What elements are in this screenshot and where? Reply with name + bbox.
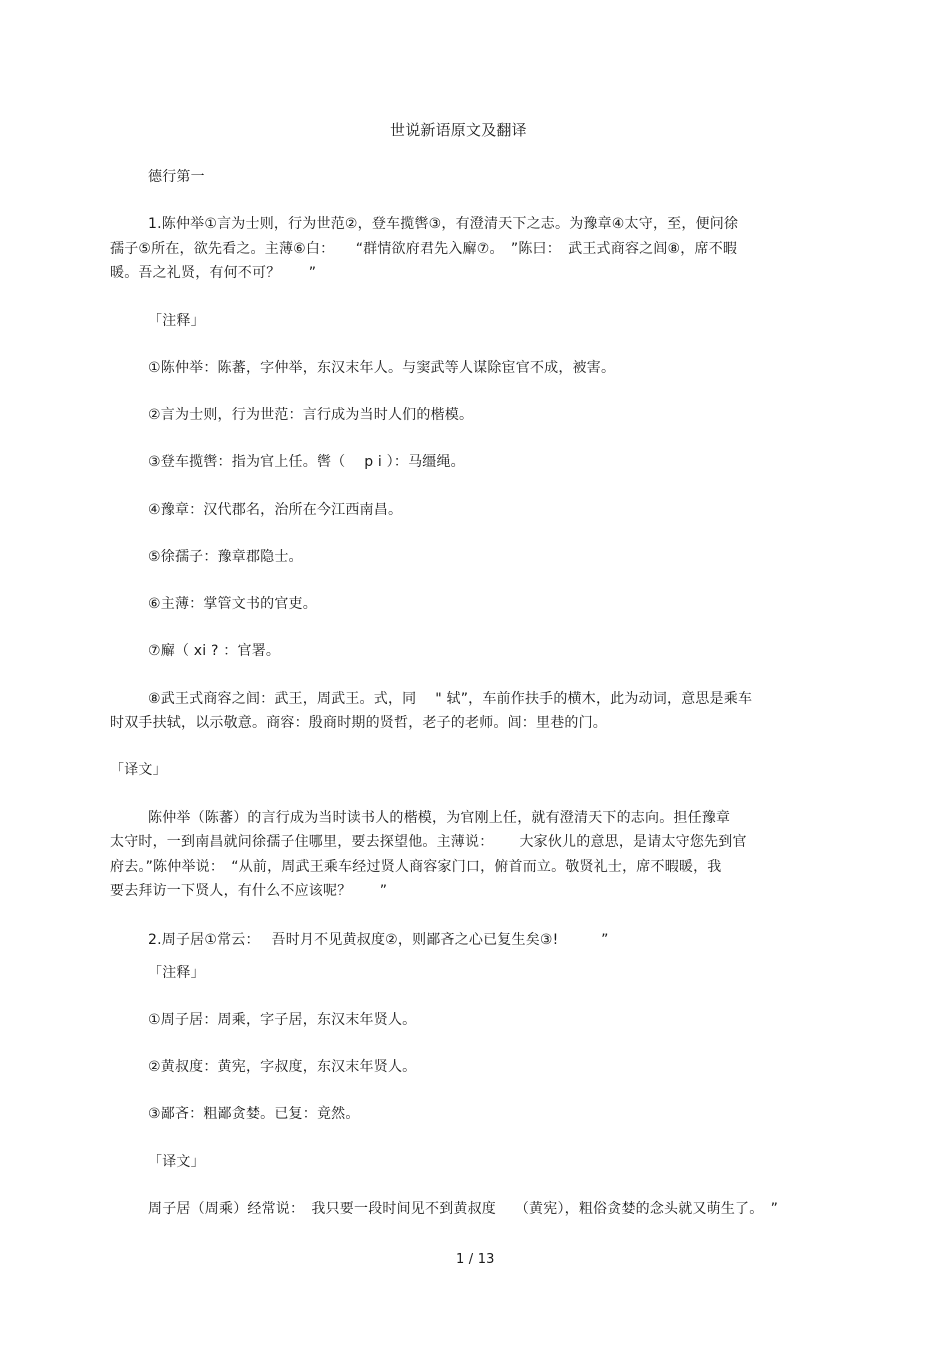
entry1-note-1: ①陈仲举：陈蕃，字仲举，东汉末年人。与窦武等人谋除宦官不成，被害。 [148, 360, 616, 376]
entry2-note-2: ②黄叔度：黄宪，字叔度，东汉末年贤人。 [148, 1059, 417, 1075]
entry1-note-3: ③登车揽辔：指为官上任。辔（ p i ）：马缰绳。 [148, 454, 465, 470]
entry1-note-8-line-1: ⑧武王式商容之闾：武王，周武王。式，同 " 轼”，车前作扶手的横木，此为动词，意思是乘车 [148, 691, 753, 707]
entry1-line-1: 1.陈仲举①言为士则，行为世范②，登车揽辔③，有澄清天下之志。为豫章④太守，至，便问徐 [148, 216, 739, 232]
entry2-note-3: ③鄙吝：粗鄙贪婪。已复：竟然。 [148, 1106, 360, 1122]
entry2-notes-heading: 「注释」 [148, 965, 205, 981]
entry1-translation-line-2: 太守时，一到南昌就问徐孺子住哪里，要去探望他。主薄说： 大家伙儿的意思，是请太守您先到官 [110, 834, 747, 850]
entry1-translation-line-3: 府去。”陈仲举说： “从前，周武王乘车经过贤人商容家门口，俯首而立。敬贤礼士，席不暇暖，我 [110, 859, 722, 875]
page-title: 世说新语原文及翻译 [390, 121, 527, 139]
entry1-translation-line-1: 陈仲举（陈蕃）的言行成为当时读书人的楷模，为官刚上任，就有澄清天下的志向。担任豫章 [148, 810, 731, 826]
entry1-line-3: 暖。吾之礼贤，有何不可？ ” [110, 265, 317, 281]
entry1-note-2: ②言为士则，行为世范：言行成为当时人们的楷模。 [148, 407, 474, 423]
entry2-text: 2.周子居①常云： 吾时月不见黄叔度②，则鄙吝之心已复生矣③! ” [148, 932, 609, 948]
entry1-line-2: 孺子⑤所在，欲先看之。主薄⑥白： “群情欲府君先入廨⑦。 ”陈曰： 武王式商容之闾⑧，席不暇 [110, 241, 738, 257]
entry1-note-8-line-2: 时双手扶轼，以示敬意。商容：殷商时期的贤哲，老子的老师。闾：里巷的门。 [110, 715, 607, 731]
entry1-note-4: ④豫章：汉代郡名，治所在今江西南昌。 [148, 502, 403, 518]
section-heading: 德行第一 [148, 169, 205, 185]
entry2-translation: 周子居（周乘）经常说： 我只要一段时间见不到黄叔度 （黄宪），粗俗贪婪的念头就又萌生了。 ” [148, 1201, 779, 1217]
entry1-translation-line-4: 要去拜访一下贤人，有什么不应该呢？ ” [110, 883, 388, 899]
entry2-translation-heading: 「译文」 [148, 1154, 205, 1170]
entry2-note-1: ①周子居：周乘，字子居，东汉末年贤人。 [148, 1012, 417, 1028]
entry1-translation-heading: 「译文」 [110, 762, 167, 778]
entry1-note-7: ⑦廨（ xi ? ：官署。 [148, 643, 281, 659]
page-number: 1 / 13 [456, 1252, 495, 1267]
entry1-notes-heading: 「注释」 [148, 313, 205, 329]
entry1-note-6: ⑥主薄：掌管文书的官吏。 [148, 596, 317, 612]
entry1-note-5: ⑤徐孺子：豫章郡隐士。 [148, 549, 303, 565]
